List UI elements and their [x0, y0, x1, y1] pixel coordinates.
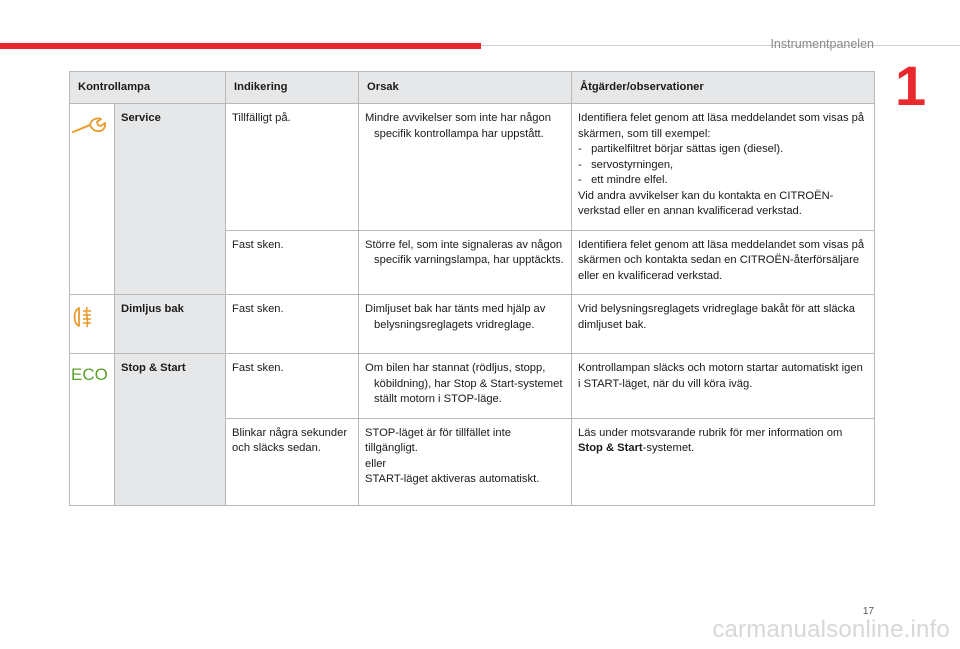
svg-text:ECO: ECO — [71, 365, 108, 384]
fog-lamp-cell — [70, 295, 115, 354]
lamp-name: Service — [115, 104, 226, 295]
action-cell: Kontrollampan släcks och motorn startar automatiskt igen i START-läget, när du vill köra iväg. — [572, 354, 875, 419]
indication-cell: Fast sken. — [226, 230, 359, 295]
list-item: - servostyrningen, — [578, 158, 674, 171]
action-outro: Vid andra avvikelser kan du kontakta en CITROËN-verkstad eller en annan kvalificerad verkstad. — [578, 189, 834, 217]
header-rule — [481, 45, 960, 46]
section-title: Instrumentpanelen — [770, 37, 874, 51]
cause-cell: Om bilen har stannat (rödljus, stopp, köbildning), har Stop & Start-systemet ställt motorn i STOP-läge. — [359, 354, 572, 419]
list-item: - partikelfiltret börjar sättas igen (diesel). — [578, 143, 784, 155]
list-item: - ett mindre elfel. — [578, 174, 668, 186]
table-row — [70, 104, 875, 231]
table-header-row — [70, 72, 875, 104]
watermark: carmanualsonline.info — [712, 616, 950, 643]
table-row — [70, 354, 875, 419]
eco-icon — [70, 364, 110, 390]
rear-fog-light-icon — [70, 305, 100, 335]
lamp-name: Dimljus bak — [115, 295, 226, 354]
action-cell: Vrid belysningsreglagets vridreglage bakåt för att släcka dimljuset bak. — [572, 295, 875, 354]
indication-cell: Fast sken. — [226, 354, 359, 419]
service-lamp-cell — [70, 104, 115, 295]
chapter-number: 1 — [895, 54, 927, 117]
wrench-icon — [70, 114, 108, 142]
cause-cell: Större fel, som inte signaleras av någon specifik varningslampa, har upptäckts. — [359, 230, 572, 295]
column-header-orsak: Orsak — [359, 72, 572, 104]
page-number: 17 — [862, 606, 874, 617]
lamp-name: Stop & Start — [115, 354, 226, 506]
action-cell — [572, 104, 875, 231]
cause-cell: Mindre avvikelser som inte har någon specifik kontrollampa har uppstått. — [359, 104, 572, 231]
table-row — [70, 295, 875, 354]
column-header-indikering: Indikering — [226, 72, 359, 104]
action-intro: Identifiera felet genom att läsa meddelandet som visas på skärmen, som till exempel: — [578, 112, 865, 140]
cause-cell: Dimljuset bak har tänts med hjälp av belysningsreglagets vridreglage. — [359, 295, 572, 354]
action-cell: Läs under motsvarande rubrik för mer information om Stop & Start-systemet. — [572, 418, 875, 505]
indication-cell: Fast sken. — [226, 295, 359, 354]
warning-lamp-table — [69, 71, 875, 506]
eco-lamp-cell — [70, 354, 115, 506]
action-cell: Identifiera felet genom att läsa meddelandet som visas på skärmen och kontakta sedan en CITROËN-återförsäljare eller en kvalificerad verkstad. — [572, 230, 875, 295]
header-accent-bar — [0, 43, 481, 49]
cause-cell: STOP-läget är för tillfället inte tillgängligt. eller START-läget aktiveras automatiskt. — [359, 418, 572, 505]
column-header-atgarder: Åtgärder/observationer — [572, 72, 875, 104]
indication-cell: Blinkar några sekunder och släcks sedan. — [226, 418, 359, 505]
indication-cell: Tillfälligt på. — [226, 104, 359, 231]
column-header-kontrollampa: Kontrollampa — [70, 72, 226, 104]
